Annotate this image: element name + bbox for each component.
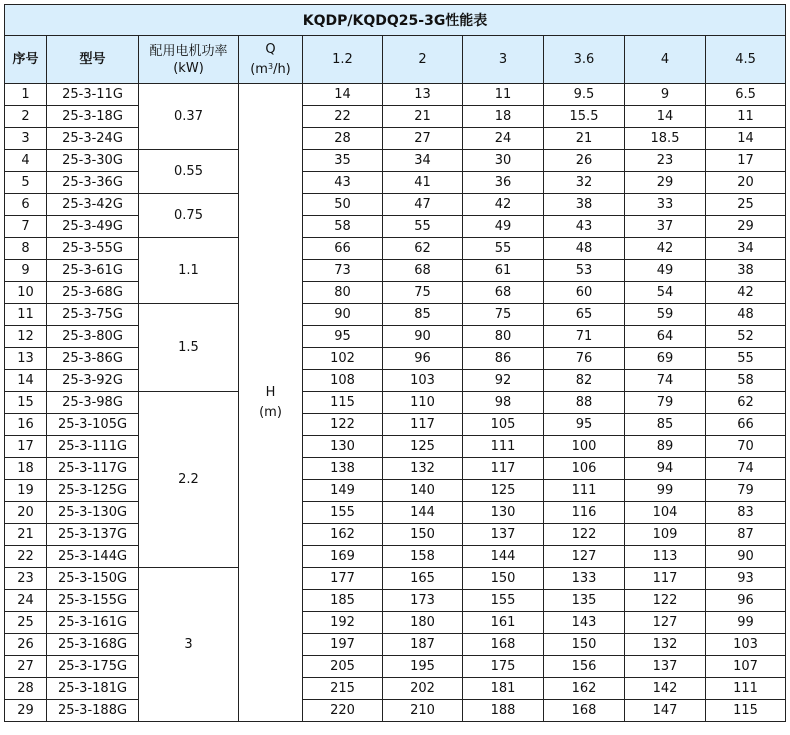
row-index: 21 <box>5 524 47 546</box>
row-index: 9 <box>5 260 47 282</box>
header-power <box>139 36 239 84</box>
head-value: 149 <box>303 480 383 502</box>
table-row <box>5 238 786 260</box>
head-value: 64 <box>625 326 706 348</box>
head-value: 88 <box>544 392 625 414</box>
head-value: 175 <box>463 656 544 678</box>
head-value: 30 <box>463 150 544 172</box>
head-value: 155 <box>463 590 544 612</box>
head-value: 62 <box>383 238 463 260</box>
table-row <box>5 348 786 370</box>
row-index: 11 <box>5 304 47 326</box>
table-row <box>5 480 786 502</box>
row-index: 24 <box>5 590 47 612</box>
head-value: 168 <box>463 634 544 656</box>
head-value: 35 <box>303 150 383 172</box>
head-value: 195 <box>383 656 463 678</box>
head-value: 132 <box>625 634 706 656</box>
head-value: 11 <box>706 106 786 128</box>
row-index: 17 <box>5 436 47 458</box>
table-row <box>5 128 786 150</box>
table-row <box>5 172 786 194</box>
head-value: 138 <box>303 458 383 480</box>
head-value: 43 <box>544 216 625 238</box>
head-value: 22 <box>303 106 383 128</box>
head-label: H <box>265 384 276 400</box>
head-value: 21 <box>544 128 625 150</box>
head-value: 127 <box>544 546 625 568</box>
row-model: 25-3-168G <box>47 634 139 656</box>
row-model: 25-3-49G <box>47 216 139 238</box>
head-value: 65 <box>544 304 625 326</box>
head-value: 122 <box>544 524 625 546</box>
head-value: 34 <box>706 238 786 260</box>
table-row <box>5 414 786 436</box>
row-model: 25-3-24G <box>47 128 139 150</box>
head-value: 177 <box>303 568 383 590</box>
head-value: 79 <box>625 392 706 414</box>
head-value: 73 <box>303 260 383 282</box>
head-value: 210 <box>383 700 463 722</box>
head-value: 70 <box>706 436 786 458</box>
head-value: 75 <box>463 304 544 326</box>
table-row <box>5 634 786 656</box>
row-index: 8 <box>5 238 47 260</box>
row-index: 3 <box>5 128 47 150</box>
table-title: KQDP/KQDQ25-3G性能表 <box>5 5 786 36</box>
head-value: 37 <box>625 216 706 238</box>
head-value: 83 <box>706 502 786 524</box>
head-value: 18 <box>463 106 544 128</box>
head-value: 106 <box>544 458 625 480</box>
head-value: 90 <box>383 326 463 348</box>
head-value: 55 <box>463 238 544 260</box>
head-value: 60 <box>544 282 625 304</box>
table-row <box>5 678 786 700</box>
head-value: 49 <box>625 260 706 282</box>
row-model: 25-3-125G <box>47 480 139 502</box>
row-index: 16 <box>5 414 47 436</box>
head-value: 102 <box>303 348 383 370</box>
head-value: 33 <box>625 194 706 216</box>
performance-table-container <box>4 4 785 722</box>
motor-power-cell: 0.75 <box>139 194 239 238</box>
head-value: 215 <box>303 678 383 700</box>
head-value: 125 <box>383 436 463 458</box>
head-value: 86 <box>463 348 544 370</box>
row-model: 25-3-117G <box>47 458 139 480</box>
row-model: 25-3-30G <box>47 150 139 172</box>
head-value: 168 <box>544 700 625 722</box>
head-value: 82 <box>544 370 625 392</box>
head-value: 105 <box>463 414 544 436</box>
head-value: 95 <box>544 414 625 436</box>
head-value: 75 <box>383 282 463 304</box>
head-value: 111 <box>463 436 544 458</box>
row-model: 25-3-92G <box>47 370 139 392</box>
head-value: 26 <box>544 150 625 172</box>
head-value: 71 <box>544 326 625 348</box>
head-value: 130 <box>463 502 544 524</box>
head-value: 142 <box>625 678 706 700</box>
header-flow-value: 2 <box>383 36 463 84</box>
head-value: 115 <box>303 392 383 414</box>
head-value: 55 <box>706 348 786 370</box>
head-value: 48 <box>544 238 625 260</box>
header-power-label: 配用电机功率 <box>149 43 228 59</box>
row-model: 25-3-86G <box>47 348 139 370</box>
head-value: 165 <box>383 568 463 590</box>
row-model: 25-3-75G <box>47 304 139 326</box>
row-index: 22 <box>5 546 47 568</box>
row-index: 14 <box>5 370 47 392</box>
row-index: 13 <box>5 348 47 370</box>
head-value: 99 <box>625 480 706 502</box>
head-value: 94 <box>625 458 706 480</box>
head-value: 185 <box>303 590 383 612</box>
table-row <box>5 194 786 216</box>
head-value: 96 <box>383 348 463 370</box>
table-row <box>5 106 786 128</box>
header-flow-value: 1.2 <box>303 36 383 84</box>
head-value: 220 <box>303 700 383 722</box>
row-model: 25-3-68G <box>47 282 139 304</box>
head-value: 89 <box>625 436 706 458</box>
head-value: 98 <box>463 392 544 414</box>
table-row <box>5 392 786 414</box>
row-index: 27 <box>5 656 47 678</box>
head-value: 27 <box>383 128 463 150</box>
head-value: 162 <box>544 678 625 700</box>
table-row <box>5 458 786 480</box>
head-value: 14 <box>625 106 706 128</box>
head-value: 58 <box>706 370 786 392</box>
head-value: 66 <box>706 414 786 436</box>
table-row <box>5 304 786 326</box>
motor-power-cell: 2.2 <box>139 392 239 568</box>
head-value: 9.5 <box>544 84 625 106</box>
head-value: 59 <box>625 304 706 326</box>
head-value: 187 <box>383 634 463 656</box>
row-model: 25-3-36G <box>47 172 139 194</box>
row-model: 25-3-155G <box>47 590 139 612</box>
head-value: 130 <box>303 436 383 458</box>
head-value: 74 <box>706 458 786 480</box>
head-value: 15.5 <box>544 106 625 128</box>
head-value: 109 <box>625 524 706 546</box>
table-row <box>5 546 786 568</box>
head-value: 32 <box>544 172 625 194</box>
head-value: 103 <box>706 634 786 656</box>
row-model: 25-3-188G <box>47 700 139 722</box>
row-index: 28 <box>5 678 47 700</box>
header-flow-value: 3 <box>463 36 544 84</box>
head-value: 188 <box>463 700 544 722</box>
head-value: 111 <box>706 678 786 700</box>
head-value: 47 <box>383 194 463 216</box>
table-row <box>5 656 786 678</box>
head-value: 69 <box>625 348 706 370</box>
head-value: 58 <box>303 216 383 238</box>
motor-power-cell: 1.5 <box>139 304 239 392</box>
head-value: 144 <box>383 502 463 524</box>
head-value: 125 <box>463 480 544 502</box>
head-value: 24 <box>463 128 544 150</box>
motor-power-cell: 1.1 <box>139 238 239 304</box>
head-value: 117 <box>625 568 706 590</box>
head-value: 79 <box>706 480 786 502</box>
head-value: 122 <box>303 414 383 436</box>
head-value: 110 <box>383 392 463 414</box>
head-value: 68 <box>463 282 544 304</box>
head-value: 104 <box>625 502 706 524</box>
head-value: 18.5 <box>625 128 706 150</box>
head-label-cell <box>239 84 303 722</box>
head-value: 34 <box>383 150 463 172</box>
head-value: 48 <box>706 304 786 326</box>
head-value: 25 <box>706 194 786 216</box>
head-value: 156 <box>544 656 625 678</box>
head-value: 52 <box>706 326 786 348</box>
head-value: 49 <box>463 216 544 238</box>
head-value: 117 <box>463 458 544 480</box>
head-value: 132 <box>383 458 463 480</box>
head-value: 144 <box>463 546 544 568</box>
head-value: 122 <box>625 590 706 612</box>
head-value: 9 <box>625 84 706 106</box>
row-model: 25-3-80G <box>47 326 139 348</box>
head-value: 115 <box>706 700 786 722</box>
table-row <box>5 370 786 392</box>
header-flow <box>239 36 303 84</box>
head-value: 147 <box>625 700 706 722</box>
head-value: 180 <box>383 612 463 634</box>
header-flow-value: 4 <box>625 36 706 84</box>
head-value: 95 <box>303 326 383 348</box>
row-index: 26 <box>5 634 47 656</box>
head-value: 54 <box>625 282 706 304</box>
head-value: 29 <box>706 216 786 238</box>
row-model: 25-3-42G <box>47 194 139 216</box>
head-value: 92 <box>463 370 544 392</box>
head-value: 113 <box>625 546 706 568</box>
table-row <box>5 612 786 634</box>
head-value: 13 <box>383 84 463 106</box>
row-model: 25-3-18G <box>47 106 139 128</box>
row-index: 19 <box>5 480 47 502</box>
head-value: 66 <box>303 238 383 260</box>
head-value: 17 <box>706 150 786 172</box>
head-value: 55 <box>383 216 463 238</box>
head-value: 197 <box>303 634 383 656</box>
head-value: 205 <box>303 656 383 678</box>
head-value: 158 <box>383 546 463 568</box>
head-value: 133 <box>544 568 625 590</box>
head-value: 140 <box>383 480 463 502</box>
table-row <box>5 260 786 282</box>
table-row <box>5 700 786 722</box>
head-value: 6.5 <box>706 84 786 106</box>
head-value: 117 <box>383 414 463 436</box>
head-value: 80 <box>463 326 544 348</box>
head-value: 181 <box>463 678 544 700</box>
head-value: 38 <box>706 260 786 282</box>
head-value: 143 <box>544 612 625 634</box>
head-value: 161 <box>463 612 544 634</box>
head-value: 76 <box>544 348 625 370</box>
row-model: 25-3-161G <box>47 612 139 634</box>
head-value: 135 <box>544 590 625 612</box>
motor-power-cell: 0.37 <box>139 84 239 150</box>
head-value: 50 <box>303 194 383 216</box>
row-index: 5 <box>5 172 47 194</box>
head-value: 150 <box>544 634 625 656</box>
table-row <box>5 150 786 172</box>
row-index: 20 <box>5 502 47 524</box>
table-body <box>5 84 786 722</box>
header-row <box>5 36 786 84</box>
head-value: 85 <box>625 414 706 436</box>
head-value: 90 <box>303 304 383 326</box>
head-value: 20 <box>706 172 786 194</box>
table-row <box>5 282 786 304</box>
head-value: 99 <box>706 612 786 634</box>
row-model: 25-3-105G <box>47 414 139 436</box>
row-index: 18 <box>5 458 47 480</box>
row-model: 25-3-11G <box>47 84 139 106</box>
head-value: 137 <box>625 656 706 678</box>
head-value: 43 <box>303 172 383 194</box>
head-value: 42 <box>706 282 786 304</box>
header-flow-value: 3.6 <box>544 36 625 84</box>
row-index: 2 <box>5 106 47 128</box>
head-value: 36 <box>463 172 544 194</box>
head-value: 137 <box>463 524 544 546</box>
head-value: 42 <box>625 238 706 260</box>
row-index: 12 <box>5 326 47 348</box>
head-value: 29 <box>625 172 706 194</box>
header-flow-value: 4.5 <box>706 36 786 84</box>
row-model: 25-3-137G <box>47 524 139 546</box>
table-row <box>5 568 786 590</box>
row-model: 25-3-111G <box>47 436 139 458</box>
head-value: 108 <box>303 370 383 392</box>
motor-power-cell: 0.55 <box>139 150 239 194</box>
head-value: 96 <box>706 590 786 612</box>
row-index: 15 <box>5 392 47 414</box>
head-value: 62 <box>706 392 786 414</box>
table-row <box>5 524 786 546</box>
head-unit: (m) <box>259 404 282 420</box>
row-index: 23 <box>5 568 47 590</box>
head-value: 127 <box>625 612 706 634</box>
motor-power-cell: 3 <box>139 568 239 722</box>
table-row <box>5 216 786 238</box>
table-row <box>5 502 786 524</box>
head-value: 11 <box>463 84 544 106</box>
row-model: 25-3-175G <box>47 656 139 678</box>
head-value: 14 <box>303 84 383 106</box>
header-flow-unit: $(m^3/h)$ <box>250 62 291 77</box>
head-value: 41 <box>383 172 463 194</box>
head-value: 103 <box>383 370 463 392</box>
head-value: 53 <box>544 260 625 282</box>
table-row <box>5 590 786 612</box>
head-value: 173 <box>383 590 463 612</box>
header-power-unit: (kW) <box>173 60 204 76</box>
head-value: 38 <box>544 194 625 216</box>
head-value: 192 <box>303 612 383 634</box>
head-value: 87 <box>706 524 786 546</box>
head-value: 150 <box>383 524 463 546</box>
row-model: 25-3-181G <box>47 678 139 700</box>
head-value: 74 <box>625 370 706 392</box>
row-index: 10 <box>5 282 47 304</box>
head-value: 116 <box>544 502 625 524</box>
header-index: 序号 <box>5 36 47 84</box>
row-model: 25-3-61G <box>47 260 139 282</box>
head-value: 23 <box>625 150 706 172</box>
row-model: 25-3-130G <box>47 502 139 524</box>
table-row <box>5 84 786 106</box>
head-value: 42 <box>463 194 544 216</box>
row-model: 25-3-98G <box>47 392 139 414</box>
head-value: 150 <box>463 568 544 590</box>
row-index: 6 <box>5 194 47 216</box>
head-value: 107 <box>706 656 786 678</box>
head-value: 21 <box>383 106 463 128</box>
header-flow-label: Q <box>265 42 276 57</box>
performance-table <box>4 4 786 722</box>
head-value: 85 <box>383 304 463 326</box>
head-value: 14 <box>706 128 786 150</box>
head-value: 61 <box>463 260 544 282</box>
row-index: 1 <box>5 84 47 106</box>
head-value: 68 <box>383 260 463 282</box>
head-value: 202 <box>383 678 463 700</box>
row-index: 7 <box>5 216 47 238</box>
head-value: 169 <box>303 546 383 568</box>
head-value: 93 <box>706 568 786 590</box>
table-row <box>5 436 786 458</box>
row-model: 25-3-150G <box>47 568 139 590</box>
row-model: 25-3-55G <box>47 238 139 260</box>
head-value: 155 <box>303 502 383 524</box>
head-value: 28 <box>303 128 383 150</box>
row-index: 25 <box>5 612 47 634</box>
row-model: 25-3-144G <box>47 546 139 568</box>
head-value: 90 <box>706 546 786 568</box>
table-row <box>5 326 786 348</box>
head-value: 100 <box>544 436 625 458</box>
row-index: 29 <box>5 700 47 722</box>
head-value: 80 <box>303 282 383 304</box>
head-value: 162 <box>303 524 383 546</box>
header-model: 型号 <box>47 36 139 84</box>
head-value: 111 <box>544 480 625 502</box>
row-index: 4 <box>5 150 47 172</box>
